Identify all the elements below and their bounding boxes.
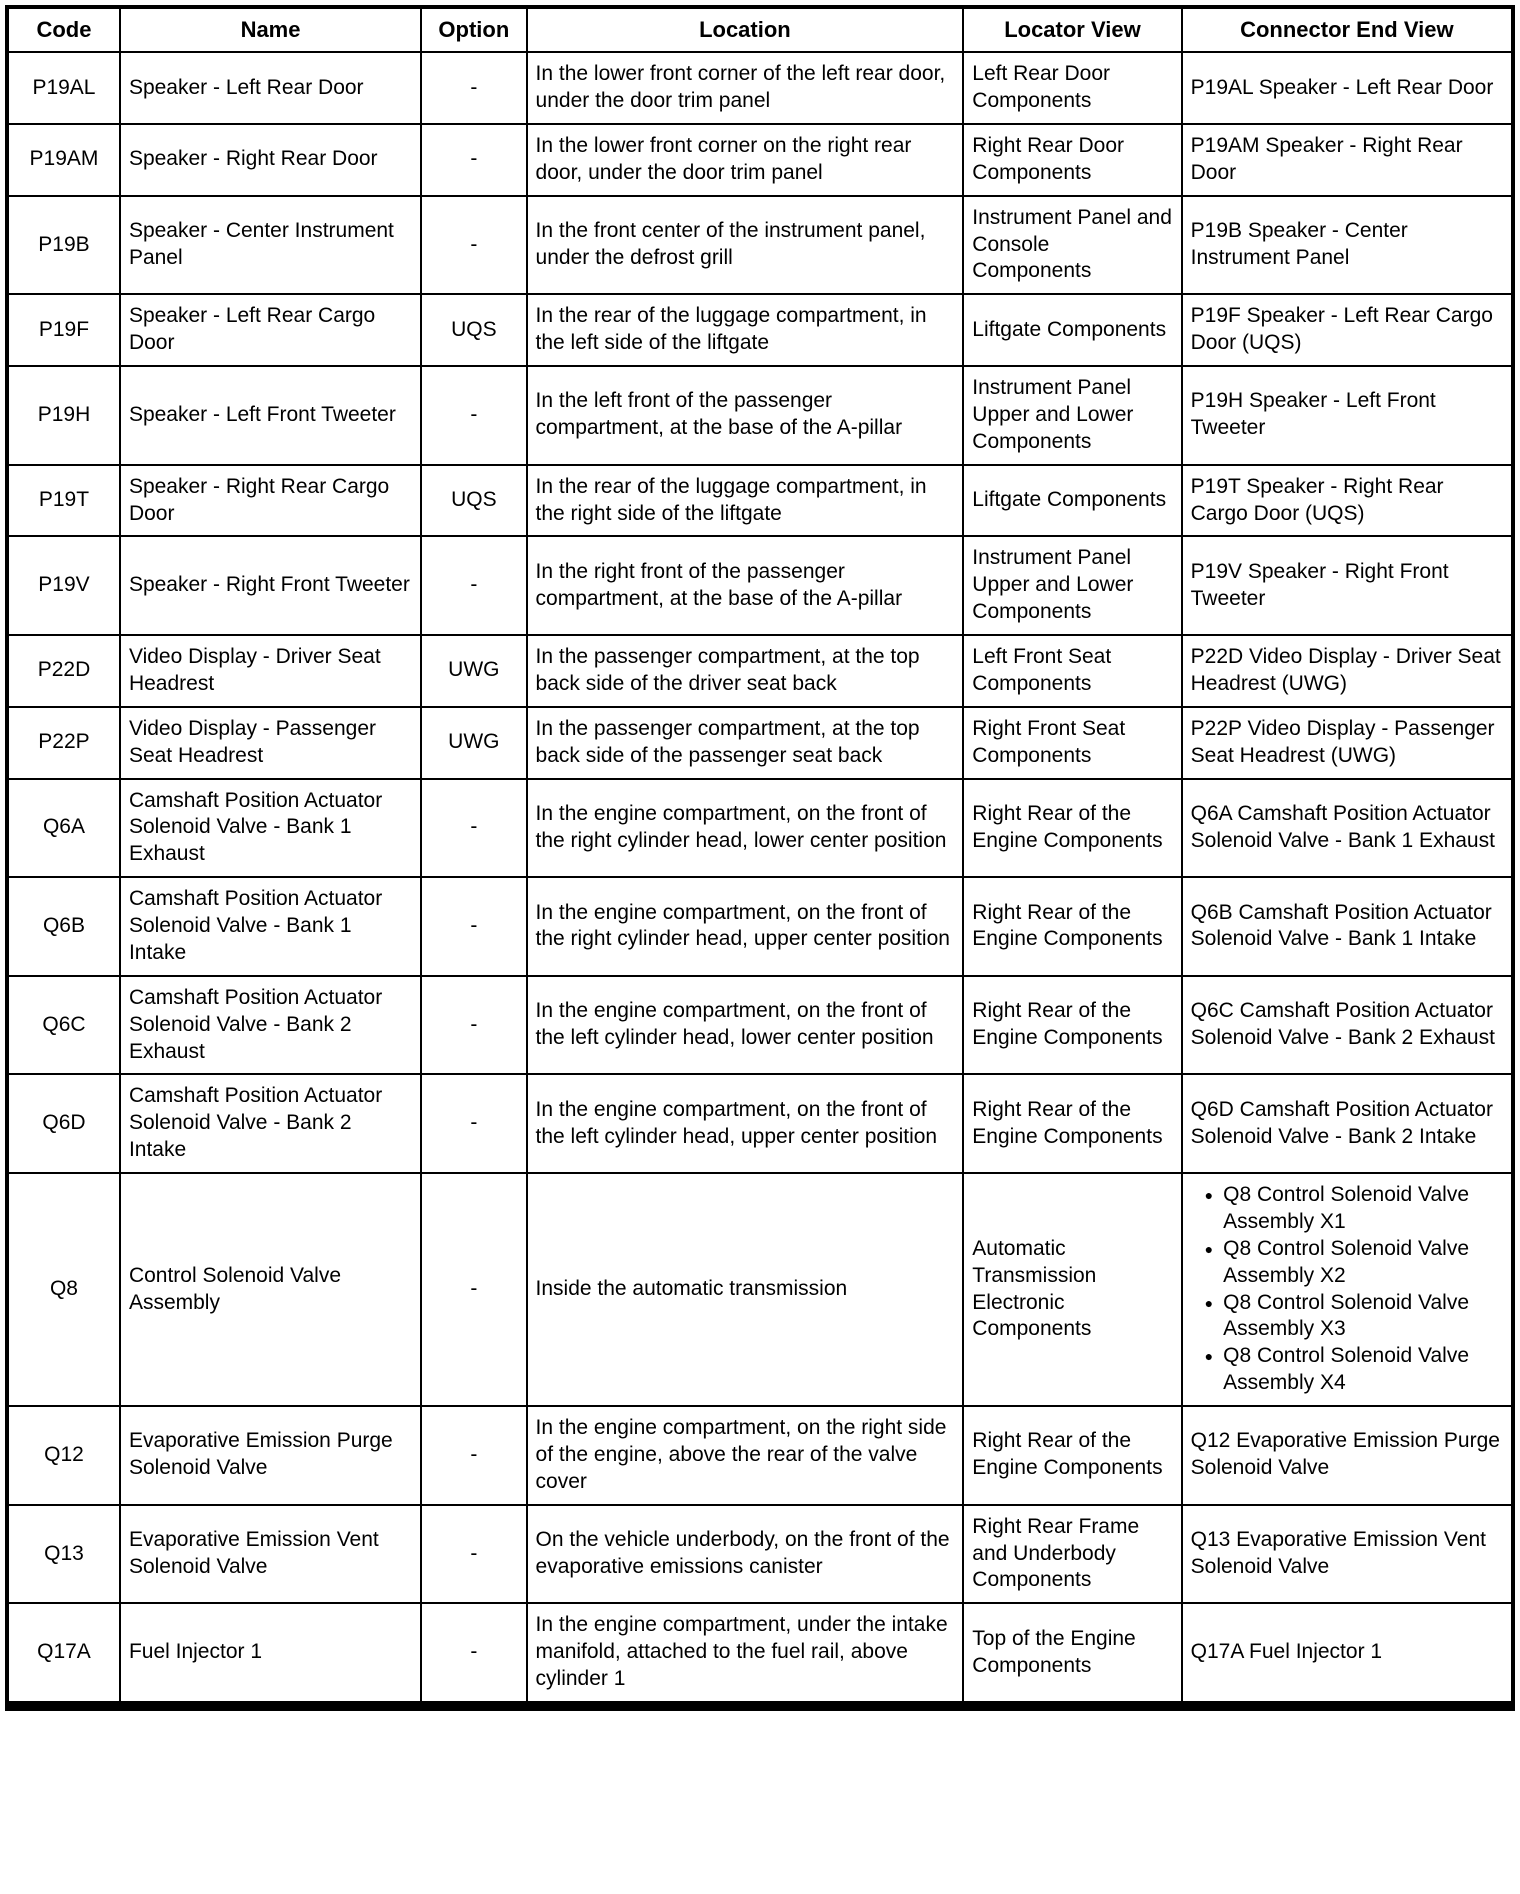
option-cell: - (421, 1173, 526, 1406)
locator-view-cell: Left Front Seat Components (963, 635, 1181, 707)
connector-list-item (1191, 1290, 1503, 1344)
locator-view-cell: Right Rear of the Engine Components (963, 779, 1181, 878)
location-cell: Inside the automatic transmission (527, 1173, 964, 1406)
component-locator-table (5, 5, 1515, 1711)
name-cell: Camshaft Position Actuator Solenoid Valve - Bank 2 Exhaust (120, 976, 421, 1075)
name-cell: Fuel Injector 1 (120, 1603, 421, 1706)
option-cell: UWG (421, 707, 526, 779)
option-cell: - (421, 779, 526, 878)
name-cell: Camshaft Position Actuator Solenoid Valve - Bank 2 Intake (120, 1074, 421, 1173)
code-cell: P19AM (7, 124, 120, 196)
table-row (7, 52, 1513, 124)
connector-end-view-cell: P19AL Speaker - Left Rear Door (1182, 52, 1513, 124)
table-row (7, 536, 1513, 635)
name-cell: Speaker - Right Rear Cargo Door (120, 465, 421, 537)
connector-end-view-cell: P19H Speaker - Left Front Tweeter (1182, 366, 1513, 465)
connector-list-item (1191, 1236, 1503, 1290)
locator-view-cell: Left Rear Door Components (963, 52, 1181, 124)
connector-end-view-cell: Q13 Evaporative Emission Vent Solenoid Valve (1182, 1505, 1513, 1604)
option-cell: - (421, 1505, 526, 1604)
location-cell: In the engine compartment, on the front of the left cylinder head, upper center position (527, 1074, 964, 1173)
option-cell: UWG (421, 635, 526, 707)
location-cell: In the lower front corner on the right rear door, under the door trim panel (527, 124, 964, 196)
name-cell: Camshaft Position Actuator Solenoid Valve - Bank 1 Intake (120, 877, 421, 976)
location-cell: On the vehicle underbody, on the front of the evaporative emissions canister (527, 1505, 964, 1604)
location-cell: In the engine compartment, under the intake manifold, attached to the fuel rail, above cylinder 1 (527, 1603, 964, 1706)
code-cell: P19F (7, 294, 120, 366)
location-cell: In the engine compartment, on the front of the right cylinder head, lower center position (527, 779, 964, 878)
connector-end-view-cell: P19F Speaker - Left Rear Cargo Door (UQS) (1182, 294, 1513, 366)
header-locator-view: Locator View (963, 7, 1181, 52)
name-cell: Video Display - Driver Seat Headrest (120, 635, 421, 707)
locator-view-cell: Instrument Panel Upper and Lower Components (963, 366, 1181, 465)
header-code: Code (7, 7, 120, 52)
table-row (7, 196, 1513, 295)
code-cell: P22D (7, 635, 120, 707)
connector-end-view-cell: Q6A Camshaft Position Actuator Solenoid Valve - Bank 1 Exhaust (1182, 779, 1513, 878)
code-cell: Q13 (7, 1505, 120, 1604)
name-cell: Speaker - Left Rear Cargo Door (120, 294, 421, 366)
locator-view-cell: Liftgate Components (963, 465, 1181, 537)
connector-end-view-cell: Q6B Camshaft Position Actuator Solenoid Valve - Bank 1 Intake (1182, 877, 1513, 976)
location-cell: In the engine compartment, on the front of the right cylinder head, upper center position (527, 877, 964, 976)
name-cell: Speaker - Left Front Tweeter (120, 366, 421, 465)
name-cell: Camshaft Position Actuator Solenoid Valve - Bank 1 Exhaust (120, 779, 421, 878)
locator-view-cell: Liftgate Components (963, 294, 1181, 366)
option-cell: - (421, 1603, 526, 1706)
option-cell: - (421, 976, 526, 1075)
header-row (7, 7, 1513, 52)
locator-view-cell: Top of the Engine Components (963, 1603, 1181, 1706)
code-cell: P22P (7, 707, 120, 779)
code-cell: P19AL (7, 52, 120, 124)
code-cell: Q12 (7, 1406, 120, 1505)
name-cell: Evaporative Emission Purge Solenoid Valve (120, 1406, 421, 1505)
connector-end-view-cell: P22D Video Display - Driver Seat Headrest (UWG) (1182, 635, 1513, 707)
option-cell: - (421, 1406, 526, 1505)
name-cell: Control Solenoid Valve Assembly (120, 1173, 421, 1406)
table-row (7, 1505, 1513, 1604)
location-cell: In the engine compartment, on the front of the left cylinder head, lower center position (527, 976, 964, 1075)
option-cell: UQS (421, 294, 526, 366)
option-cell: - (421, 1074, 526, 1173)
locator-view-cell: Right Rear of the Engine Components (963, 877, 1181, 976)
header-name: Name (120, 7, 421, 52)
table-row (7, 707, 1513, 779)
location-cell: In the right front of the passenger compartment, at the base of the A-pillar (527, 536, 964, 635)
bullet-icon: ● (1204, 1294, 1214, 1311)
table-row (7, 976, 1513, 1075)
table-row (7, 294, 1513, 366)
bullet-icon: ● (1204, 1240, 1214, 1257)
header-connector-end-view: Connector End View (1182, 7, 1513, 52)
connector-end-view-cell: Q12 Evaporative Emission Purge Solenoid Valve (1182, 1406, 1513, 1505)
location-cell: In the left front of the passenger compartment, at the base of the A-pillar (527, 366, 964, 465)
locator-view-cell: Automatic Transmission Electronic Components (963, 1173, 1181, 1406)
table-row (7, 877, 1513, 976)
connector-list-text: Q8 Control Solenoid Valve Assembly X1 (1223, 1183, 1470, 1233)
name-cell: Evaporative Emission Vent Solenoid Valve (120, 1505, 421, 1604)
connector-end-view-cell: Q6C Camshaft Position Actuator Solenoid Valve - Bank 2 Exhaust (1182, 976, 1513, 1075)
connector-list-item (1191, 1182, 1503, 1236)
location-cell: In the front center of the instrument panel, under the defrost grill (527, 196, 964, 295)
locator-view-cell: Instrument Panel Upper and Lower Components (963, 536, 1181, 635)
table-row (7, 779, 1513, 878)
table-row (7, 1173, 1513, 1406)
code-cell: P19B (7, 196, 120, 295)
name-cell: Speaker - Center Instrument Panel (120, 196, 421, 295)
connector-end-view-cell: P19T Speaker - Right Rear Cargo Door (UQS) (1182, 465, 1513, 537)
code-cell: Q6D (7, 1074, 120, 1173)
option-cell: UQS (421, 465, 526, 537)
name-cell: Speaker - Right Rear Door (120, 124, 421, 196)
option-cell: - (421, 196, 526, 295)
table-row (7, 465, 1513, 537)
locator-view-cell: Right Rear Door Components (963, 124, 1181, 196)
locator-view-cell: Right Front Seat Components (963, 707, 1181, 779)
connector-end-view-cell: P22P Video Display - Passenger Seat Headrest (UWG) (1182, 707, 1513, 779)
code-cell: P19H (7, 366, 120, 465)
option-cell: - (421, 366, 526, 465)
connector-end-view-cell: P19AM Speaker - Right Rear Door (1182, 124, 1513, 196)
table-row (7, 1603, 1513, 1706)
connector-list-text: Q8 Control Solenoid Valve Assembly X2 (1223, 1236, 1470, 1287)
locator-view-cell: Instrument Panel and Console Components (963, 196, 1181, 295)
table-row (7, 1074, 1513, 1173)
location-cell: In the passenger compartment, at the top back side of the passenger seat back (527, 707, 964, 779)
option-cell: - (421, 536, 526, 635)
option-cell: - (421, 124, 526, 196)
location-cell: In the passenger compartment, at the top back side of the driver seat back (527, 635, 964, 707)
table-row (7, 635, 1513, 707)
locator-view-cell: Right Rear of the Engine Components (963, 1074, 1181, 1173)
location-cell: In the rear of the luggage compartment, in the left side of the liftgate (527, 294, 964, 366)
table-row (7, 1406, 1513, 1505)
connector-end-view-cell: P19V Speaker - Right Front Tweeter (1182, 536, 1513, 635)
location-cell: In the lower front corner of the left rear door, under the door trim panel (527, 52, 964, 124)
table-row (7, 366, 1513, 465)
code-cell: Q6C (7, 976, 120, 1075)
connector-list-item (1191, 1343, 1503, 1397)
code-cell: P19V (7, 536, 120, 635)
locator-view-cell: Right Rear of the Engine Components (963, 1406, 1181, 1505)
code-cell: P19T (7, 465, 120, 537)
option-cell: - (421, 877, 526, 976)
name-cell: Video Display - Passenger Seat Headrest (120, 707, 421, 779)
connector-end-view-cell: Q17A Fuel Injector 1 (1182, 1603, 1513, 1706)
code-cell: Q6B (7, 877, 120, 976)
locator-view-cell: Right Rear of the Engine Components (963, 976, 1181, 1075)
code-cell: Q17A (7, 1603, 120, 1706)
connector-end-view-cell: Q6D Camshaft Position Actuator Solenoid Valve - Bank 2 Intake (1182, 1074, 1513, 1173)
code-cell: Q8 (7, 1173, 120, 1406)
location-cell: In the engine compartment, on the right side of the engine, above the rear of the valve cover (527, 1406, 964, 1505)
connector-list-text: Q8 Control Solenoid Valve Assembly X3 (1223, 1290, 1470, 1341)
locator-view-cell: Right Rear Frame and Underbody Components (963, 1505, 1181, 1604)
connector-end-view-cell (1182, 1173, 1513, 1406)
bullet-icon: ● (1204, 1187, 1214, 1204)
name-cell: Speaker - Right Front Tweeter (120, 536, 421, 635)
connector-end-view-cell: P19B Speaker - Center Instrument Panel (1182, 196, 1513, 295)
connector-list-text: Q8 Control Solenoid Valve Assembly X4 (1223, 1344, 1470, 1395)
code-cell: Q6A (7, 779, 120, 878)
name-cell: Speaker - Left Rear Door (120, 52, 421, 124)
header-location: Location (527, 7, 964, 52)
location-cell: In the rear of the luggage compartment, in the right side of the liftgate (527, 465, 964, 537)
option-cell: - (421, 52, 526, 124)
table-row (7, 124, 1513, 196)
header-option: Option (421, 7, 526, 52)
bullet-icon: ● (1204, 1348, 1214, 1365)
